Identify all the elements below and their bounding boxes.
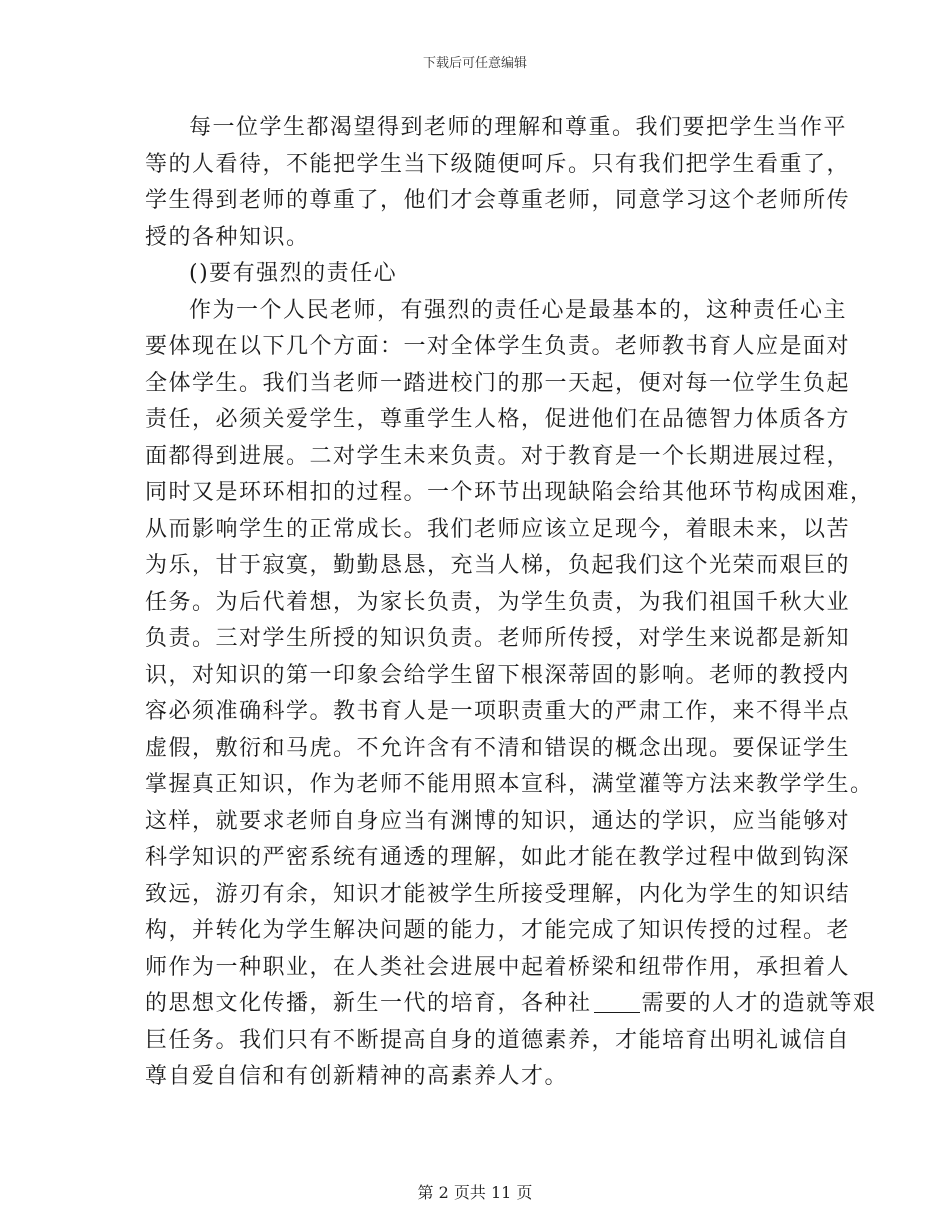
paragraph-line: 任务。为后代着想，为家长负责，为学生负责，为我们祖国千秋大业 [145, 589, 851, 615]
paragraph-line: 这样，就要求老师自身应当有渊博的知识，通达的学识，应当能够对 [145, 808, 851, 834]
paragraph-line: 责任，必须关爱学生，尊重学生人格，促进他们在品德智力体质各方 [145, 407, 851, 432]
paragraph-line: 虚假，敷衍和马虎。不允许含有不清和错误的概念出现。要保证学生 [145, 735, 851, 761]
paragraph-line: 要体现在以下几个方面：一对全体学生负责。老师教书育人应是面对 [145, 334, 851, 359]
paragraph-line: 容必须准确科学。教书育人是一项职责重大的严肃工作，来不得半点 [145, 699, 851, 724]
paragraph-line: 师作为一种职业，在人类社会进展中起着桥梁和纽带作用，承担着人 [145, 954, 851, 980]
paragraph-line: 每一位学生都渴望得到老师的理解和尊重。我们要把学生当作平 [189, 115, 848, 140]
paragraph-line: 构，并转化为学生解决问题的能力，才能完成了知识传授的过程。老 [145, 918, 851, 943]
paragraph-line: 同时又是环环相扣的过程。一个环节出现缺陷会给其他环节构成困难， [145, 480, 874, 505]
paragraph-line: 负责。三对学生所授的知识负责。老师所传授，对学生来说都是新知 [145, 626, 851, 651]
paragraph-line: 尊自爱自信和有创新精神的高素养人才。 [145, 1064, 569, 1089]
paragraph-line: 巨任务。我们只有不断提高自身的道德素养，才能培育出明礼诚信自 [145, 1027, 851, 1053]
paragraph-line: 科学知识的严密系统有通透的理解，如此才能在教学过程中做到钩深 [145, 845, 851, 870]
paragraph-line: 全体学生。我们当老师一踏进校门的那一天起，便对每一位学生负起 [145, 370, 851, 396]
page-header: 下载后可任意编辑 [422, 56, 527, 71]
paragraph-line: 授的各种知识。 [145, 224, 310, 250]
line-part-before-blank: 的思想文化传播，新生一代的培育，各种社 [145, 991, 592, 1016]
section-heading: ()要有强烈的责任心 [189, 261, 398, 286]
paragraph-line: 为乐，甘于寂寞，勤勤恳恳，充当人梯，负起我们这个光荣而艰巨的 [145, 553, 851, 578]
paragraph-line: 从而影响学生的正常成长。我们老师应该立足现今，着眼未来，以苦 [145, 516, 851, 542]
paragraph-line: 等的人看待，不能把学生当下级随便呵斥。只有我们把学生看重了， [145, 151, 851, 177]
paragraph-line: 面都得到进展。二对学生未来负责。对于教育是一个长期进展过程， [145, 443, 851, 469]
paragraph-line: 掌握真正知识，作为老师不能用照本宣科，满堂灌等方法来教学学生。 [145, 772, 874, 797]
paragraph-line-with-blank [145, 986, 877, 1023]
page-footer: 第 2 页共 11 页 [417, 1183, 533, 1202]
paragraph-line: 学生得到老师的尊重了，他们才会尊重老师，同意学习这个老师所传 [145, 188, 851, 213]
fill-in-blank [594, 990, 640, 1013]
body-text [145, 110, 877, 1096]
line-part-after-blank: 需要的人才的造就等艰 [641, 991, 877, 1016]
paragraph-line: 致远，游刃有余，知识才能被学生所接受理解，内化为学生的知识结 [145, 881, 851, 907]
paragraph-line: 识，对知识的第一印象会给学生留下根深蒂固的影响。老师的教授内 [145, 662, 851, 688]
paragraph-line: 作为一个人民老师，有强烈的责任心是最基本的，这种责任心主 [189, 297, 848, 323]
